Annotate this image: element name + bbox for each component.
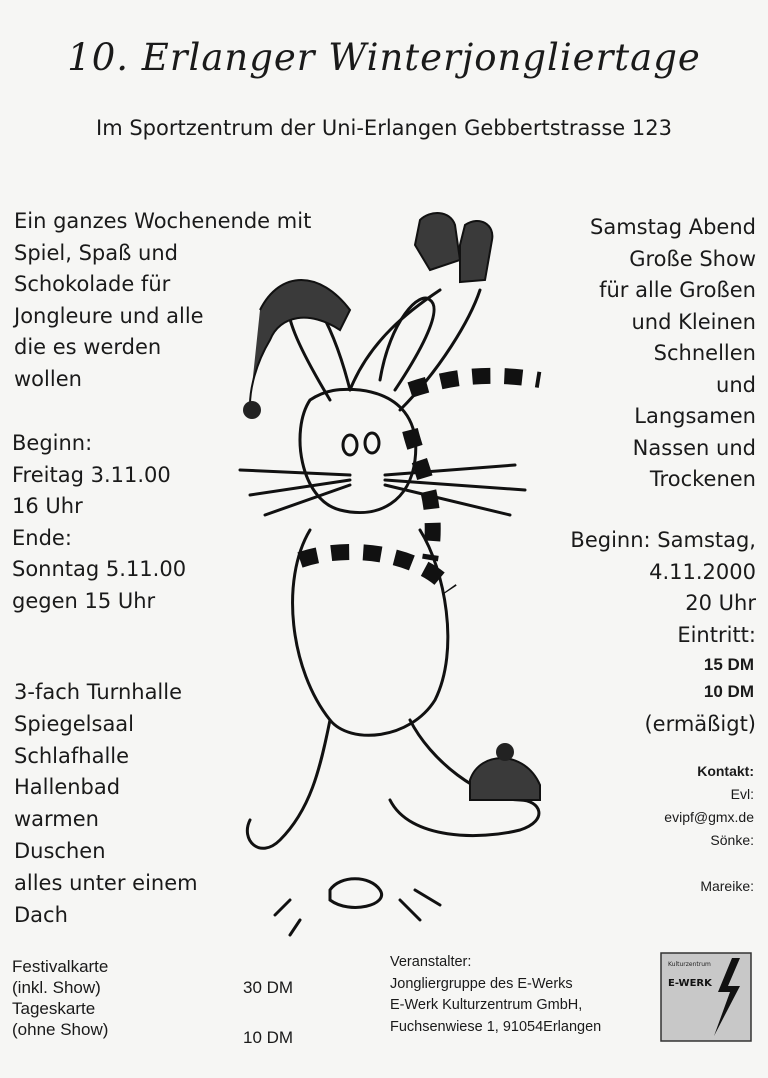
show-description bbox=[590, 212, 756, 496]
contact-name: Evl: bbox=[730, 786, 754, 802]
day-price: 10 DM bbox=[243, 1028, 294, 1047]
rabbit-left-leg bbox=[247, 720, 330, 848]
intro-line: die es werden bbox=[14, 335, 162, 359]
beginn-label: Beginn: bbox=[12, 431, 93, 455]
beanie-pompom bbox=[496, 743, 514, 761]
show-line: Samstag Abend bbox=[590, 215, 756, 239]
show-beginn: Beginn: Samstag, bbox=[570, 528, 756, 552]
venue-item: 3-fach Turnhalle bbox=[14, 680, 183, 704]
logo-name: E-WERK bbox=[668, 978, 712, 989]
poster-title: 10. Erlanger Winterjongliertage bbox=[67, 36, 701, 79]
egg-splash bbox=[330, 879, 382, 908]
show-line: Schnellen bbox=[653, 341, 756, 365]
venue-item: Dach bbox=[14, 902, 68, 927]
venue-list bbox=[14, 677, 198, 931]
intro-line: wollen bbox=[14, 366, 82, 391]
festival-label: Festivalkarte bbox=[12, 957, 109, 976]
juggling-rabbit-illustration bbox=[180, 200, 580, 940]
contact-name: Mareike: bbox=[700, 878, 754, 894]
show-line: Langsamen bbox=[634, 404, 756, 428]
beginn-time: 16 Uhr bbox=[12, 494, 83, 518]
festival-dates bbox=[12, 428, 186, 617]
organizer-line: E-Werk Kulturzentrum GmbH, bbox=[390, 997, 583, 1013]
organizer-block bbox=[390, 952, 601, 1038]
reduced-note: (ermäßigt) bbox=[644, 712, 756, 736]
show-time bbox=[570, 525, 756, 651]
day-label: Tageskarte bbox=[12, 999, 96, 1018]
e-werk-logo bbox=[660, 952, 752, 1042]
intro-line: Jongleure und alle bbox=[14, 303, 204, 328]
intro-line: Ein ganzes Wochenende mit bbox=[14, 209, 312, 233]
mitten-icon bbox=[415, 213, 460, 270]
venue-item: alles unter einem bbox=[14, 870, 198, 895]
show-line: und Kleinen bbox=[631, 309, 756, 334]
ticket-prices bbox=[243, 978, 293, 1078]
contact-name: Sönke: bbox=[710, 832, 754, 848]
intro-line: Spiel, Spaß und bbox=[14, 240, 178, 265]
eintritt-label: Eintritt: bbox=[677, 622, 756, 647]
organizer-line: Fuchsenwiese 1, 91054Erlangen bbox=[390, 1018, 602, 1035]
ende-time: gegen 15 Uhr bbox=[12, 588, 156, 613]
show-hour: 20 Uhr bbox=[685, 591, 756, 615]
poster-subtitle: Im Sportzentrum der Uni-Erlangen Gebbertstrasse 123 bbox=[96, 116, 672, 140]
festival-price: 30 DM bbox=[243, 978, 294, 997]
rabbit-scarf bbox=[410, 430, 433, 560]
show-line: für alle Großen bbox=[599, 278, 756, 302]
mitten-icon bbox=[460, 221, 492, 282]
ende-day: Sonntag 5.11.00 bbox=[12, 557, 187, 581]
rabbit-eye bbox=[343, 435, 357, 455]
venue-item: Duschen bbox=[14, 838, 106, 863]
venue-item: Hallenbad bbox=[14, 775, 121, 800]
venue-item: Spiegelsaal bbox=[14, 711, 135, 736]
contact-block bbox=[664, 760, 754, 898]
show-date: 4.11.2000 bbox=[649, 559, 756, 584]
day-note: (ohne Show) bbox=[12, 1020, 109, 1039]
show-line: Trockenen bbox=[649, 467, 756, 491]
festival-note: (inkl. Show) bbox=[12, 978, 101, 997]
price-full: 15 DM bbox=[703, 655, 754, 674]
contact-email[interactable]: evipf@gmx.de bbox=[664, 809, 754, 825]
logo-top-text: Kulturzentrum bbox=[668, 961, 711, 968]
rabbit-right-ear bbox=[380, 298, 434, 390]
organizer-line: Jongliergruppe des E-Werks bbox=[390, 975, 573, 992]
show-line: und bbox=[716, 372, 756, 397]
show-prices bbox=[704, 651, 754, 705]
hat-pompom bbox=[243, 401, 261, 419]
intro-line: Schokolade für bbox=[14, 272, 171, 296]
contact-label: Kontakt: bbox=[697, 763, 754, 779]
rabbit-eye bbox=[365, 433, 379, 453]
ende-label: Ende: bbox=[12, 525, 72, 550]
organizer-label: Veranstalter: bbox=[390, 954, 472, 970]
beanie-icon bbox=[470, 758, 540, 800]
show-line: Große Show bbox=[629, 246, 756, 271]
show-line: Nassen und bbox=[632, 435, 756, 460]
beginn-day: Freitag 3.11.00 bbox=[12, 462, 171, 487]
rabbit-head bbox=[300, 389, 416, 512]
venue-item: Schlafhalle bbox=[14, 743, 130, 768]
ticket-info bbox=[12, 956, 108, 1040]
rabbit-left-arm bbox=[350, 290, 440, 390]
price-reduced: 10 DM bbox=[703, 682, 754, 701]
venue-item: warmen bbox=[14, 807, 99, 832]
